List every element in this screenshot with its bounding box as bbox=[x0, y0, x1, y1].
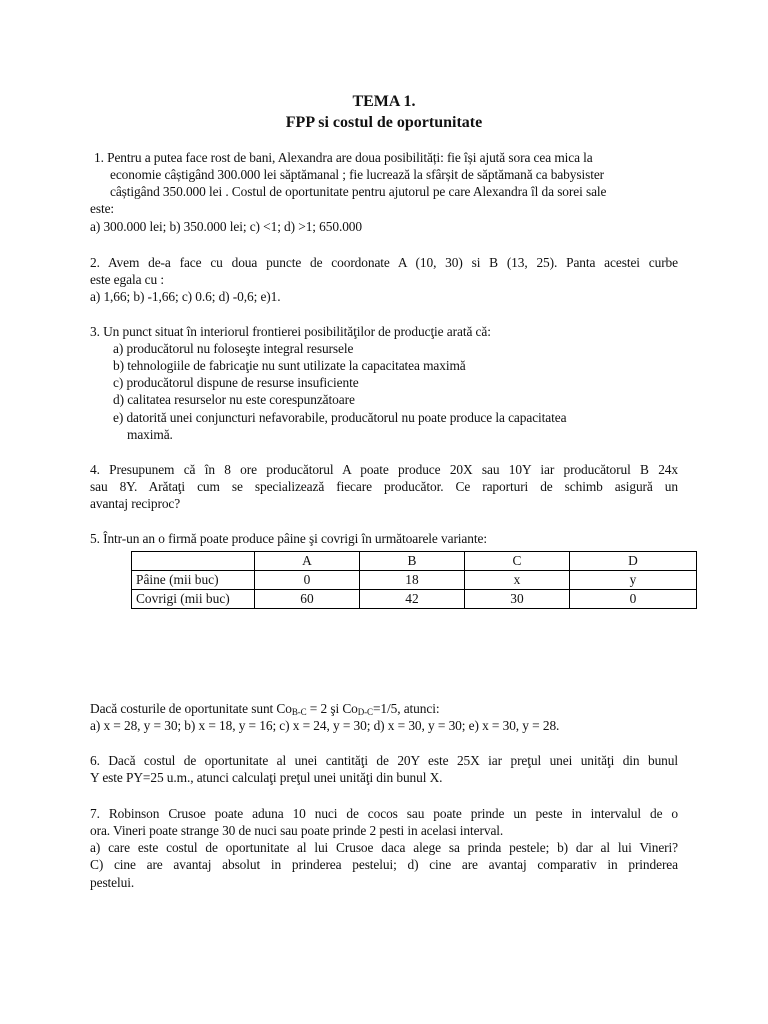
table-header-cell: D bbox=[570, 552, 697, 571]
q3-option: d) calitatea resurselor nu este corespunzătoare bbox=[113, 392, 355, 407]
q3-option: e) datorită unei conjuncturi nefavorabile, producătorul nu poate produce la capacitatea bbox=[113, 410, 567, 425]
table-cell: 0 bbox=[570, 590, 697, 609]
q1-answers: a) 300.000 lei; b) 350.000 lei; c) <1; d) >1; 650.000 bbox=[90, 219, 362, 234]
q5-subscript: B-C bbox=[291, 707, 307, 717]
table-cell: 42 bbox=[360, 590, 465, 609]
q7-line: ora. Vineri poate strange 30 de nuci sau poate prinde 2 pesti in acelasi interval. bbox=[90, 823, 504, 838]
q1-line: economie câștigând 300.000 lei săptămanal ; fie lucrează la sfârșit de săptămană ca babysister bbox=[110, 167, 605, 182]
table-header-cell bbox=[132, 552, 255, 571]
q3-stem: 3. Un punct situat în interiorul frontierei posibilităţilor de producţie arată că: bbox=[90, 324, 491, 339]
q7-line: C) cine are avantaj absolut in prinderea pestelui; d) cine are avantaj comparativ in prinderea bbox=[90, 857, 678, 872]
q3-option: maximă. bbox=[127, 427, 173, 442]
table-cell: y bbox=[570, 571, 697, 590]
q7-line: a) care este costul de oportunitate al lui Crusoe daca alege sa prinda pestele; b) dar al lui Vineri? bbox=[90, 840, 678, 855]
document-subtitle: FPP si costul de oportunitate bbox=[285, 114, 483, 131]
table-cell: Covrigi (mii buc) bbox=[132, 590, 255, 609]
table-row bbox=[132, 571, 697, 590]
q4-line: avantaj reciproc? bbox=[90, 496, 181, 511]
q1-line: este: bbox=[90, 201, 115, 216]
table-header-cell: C bbox=[465, 552, 570, 571]
q2-line: este egala cu : bbox=[90, 272, 164, 287]
q6-line: 6. Dacă costul de oportunitate al unei cantităţi de 20Y este 25X iar preţul unei unităţi din bunul bbox=[90, 753, 678, 768]
q3-option: a) producătorul nu foloseşte integral resursele bbox=[113, 341, 354, 356]
table-header-cell: B bbox=[360, 552, 465, 571]
q5-stem: 5. Într-un an o firmă poate produce pâine şi covrigi în următoarele variante: bbox=[90, 531, 487, 546]
table-cell: 0 bbox=[255, 571, 360, 590]
q5-condition-text: Dacă costurile de oportunitate sunt Co bbox=[90, 701, 292, 716]
q7-line: 7. Robinson Crusoe poate aduna 10 nuci de cocos sau poate prinde un peste in intervalul de o bbox=[90, 806, 678, 821]
q2-line: 2. Avem de-a face cu doua puncte de coordonate A (10, 30) si B (13, 25). Panta acestei curbe bbox=[90, 255, 678, 270]
table-header-row bbox=[132, 552, 697, 571]
q2-answers: a) 1,66; b) -1,66; c) 0.6; d) -0,6; e)1. bbox=[90, 289, 281, 304]
q4-line: sau 8Y. Arătaţi cum se specializează fiecare producător. Ce raporturi de schimb asigură un bbox=[90, 479, 678, 494]
q3-option: c) producătorul dispune de resurse insuficiente bbox=[113, 375, 359, 390]
production-table bbox=[131, 551, 697, 609]
table-cell: 18 bbox=[360, 571, 465, 590]
q7-line: pestelui. bbox=[90, 875, 135, 890]
q6-line: Y este PY=25 u.m., atunci calculaţi preţul unei unităţi din bunul X. bbox=[90, 770, 443, 785]
table-cell: Pâine (mii buc) bbox=[132, 571, 255, 590]
q5-answers: a) x = 28, y = 30; b) x = 18, y = 16; c) x = 24, y = 30; d) x = 30, y = 30; e) x = 30, y = 28. bbox=[90, 718, 560, 733]
q1-line: 1. Pentru a putea face rost de bani, Alexandra are doua posibilități: fie își ajută sora cea mica la bbox=[94, 150, 593, 165]
table-cell: 30 bbox=[465, 590, 570, 609]
q5-subscript: D-C bbox=[357, 707, 373, 717]
table-cell: x bbox=[465, 571, 570, 590]
q3-option: b) tehnologiile de fabricaţie nu sunt utilizate la capacitatea maximă bbox=[113, 358, 466, 373]
table-header-cell: A bbox=[255, 552, 360, 571]
q5-condition-text: = 2 şi Co bbox=[306, 701, 358, 716]
q1-line: câștigând 350.000 lei . Costul de oportunitate pentru ajutorul pe care Alexandra îl da sorei sale bbox=[110, 184, 607, 199]
q5-condition-text: =1/5, atunci: bbox=[372, 701, 440, 716]
document-title: TEMA 1. bbox=[352, 93, 416, 110]
table-row bbox=[132, 590, 697, 609]
q4-line: 4. Presupunem că în 8 ore producătorul A poate produce 20X sau 10Y iar producătorul B 24x bbox=[90, 462, 678, 477]
table-cell: 60 bbox=[255, 590, 360, 609]
